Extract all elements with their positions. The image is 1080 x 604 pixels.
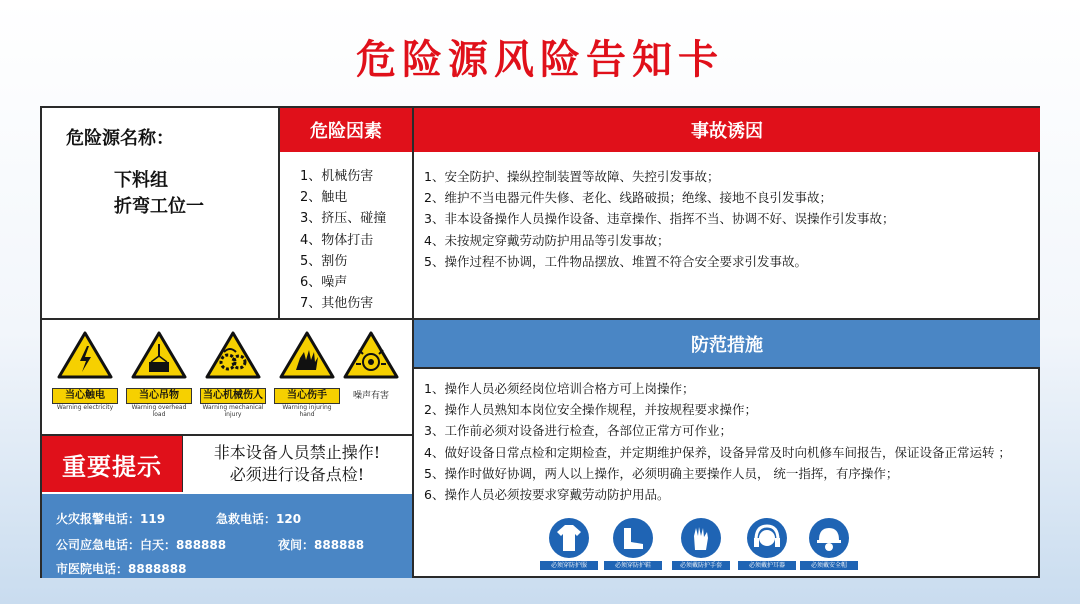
list-item: 4、做好设备日常点检和定期检查，并定期维护保养，设备异常及时向机修车间报告，保证设备正常运转 ； xyxy=(424,444,1011,460)
factors-header: 危险因素 xyxy=(280,108,412,152)
list-item: 3、非本设备操作人员操作设备、违章操作、指挥不当、协调不好、误操作引发事故； xyxy=(424,211,895,227)
list-item: 6、噪声 xyxy=(300,275,348,291)
warning-sign-sublabel: Warning overhead load xyxy=(131,404,187,418)
safety-helmet-icon xyxy=(809,518,849,558)
protective-clothing-icon xyxy=(549,518,589,558)
hazard-name-label: 危险源名称： xyxy=(66,128,174,149)
warning-sign-mechanical xyxy=(200,330,266,418)
ppe-sign-label: 必须戴护耳器 xyxy=(738,561,796,570)
ppe-sign-gloves xyxy=(672,518,730,570)
ppe-sign-ear xyxy=(738,518,796,570)
hazard-name-line2: 折弯工位一 xyxy=(114,196,204,217)
warning-sign-sublabel: Warning electricity xyxy=(56,404,114,411)
warning-sign-hand xyxy=(274,330,340,418)
warning-sign-label: 当心吊物 xyxy=(126,388,192,404)
notice-line1: 非本设备人员禁止操作! xyxy=(213,443,381,462)
ear-protector-icon xyxy=(747,518,787,558)
list-item: 4、物体打击 xyxy=(300,232,374,248)
contact-hospital: 市医院电话：8888888 xyxy=(56,562,187,576)
causes-list xyxy=(424,166,894,272)
list-item: 3、挤压、碰撞 xyxy=(300,211,387,227)
warning-sign-label: 噪声有害 xyxy=(352,391,389,401)
contact-company-day: 公司应急电话：白天：888888 xyxy=(56,538,227,552)
warning-sign-label: 当心触电 xyxy=(52,388,118,404)
measures-header: 防范措施 xyxy=(414,320,1040,367)
list-item: 2、操作人员熟知本岗位安全操作规程，并按规程要求操作； xyxy=(424,402,757,418)
warning-sign-label: 当心伤手 xyxy=(274,388,340,404)
ppe-sign-clothing xyxy=(540,518,598,570)
page-title: 危险源风险告知卡 xyxy=(356,37,724,83)
causes-header: 事故诱因 xyxy=(414,108,1040,152)
risk-card xyxy=(40,106,1040,578)
warning-sign-overhead-load xyxy=(126,330,192,418)
list-item: 2、触电 xyxy=(300,190,348,206)
ppe-sign-label: 必须穿防护服 xyxy=(540,561,598,570)
important-notice-badge: 重要提示 xyxy=(42,436,182,492)
notice-line2: 必须进行设备点检! xyxy=(229,465,365,484)
electric-shock-icon xyxy=(56,330,114,380)
factors-list xyxy=(300,166,386,314)
ppe-sign-label: 必须穿防护鞋 xyxy=(604,561,662,570)
ppe-sign-label: 必须戴安全帽 xyxy=(800,561,858,570)
noise-hazard-icon xyxy=(342,330,400,380)
list-item: 3、工作前必须对设备进行检查，各部位正常方可作业； xyxy=(424,423,732,439)
list-item: 1、操作人员必须经岗位培训合格方可上岗操作； xyxy=(424,381,695,396)
list-item: 6、操作人员必须按要求穿戴劳动防护用品。 xyxy=(424,487,670,503)
ppe-sign-label: 必须戴防护手套 xyxy=(672,561,730,570)
measures-list xyxy=(424,378,1032,505)
important-notice-text xyxy=(182,436,412,492)
warning-sign-electric xyxy=(52,330,118,411)
mechanical-injury-icon xyxy=(204,330,262,380)
warning-sign-sublabel: Warning mechanical injury xyxy=(202,404,264,418)
list-item: 1、安全防护、操纵控制装置等故障、失控引发事故； xyxy=(424,169,720,184)
warning-sign-sublabel: Warning injuring hand xyxy=(282,404,332,418)
list-item: 5、操作时做好协调，两人以上操作，必须明确主要操作人员， 统一指挥，有序操作； xyxy=(424,465,899,481)
hand-injury-icon xyxy=(278,330,336,380)
overhead-load-icon xyxy=(130,330,188,380)
list-item: 7、其他伤害 xyxy=(300,296,374,312)
ppe-sign-helmet xyxy=(800,518,858,570)
list-item: 2、维护不当电器元件失修、老化、线路破损；绝缘、接地不良引发事故； xyxy=(424,190,832,206)
hazard-name-value xyxy=(114,168,204,220)
divider xyxy=(414,367,1040,369)
list-item: 4、未按规定穿戴劳动防护用品等引发事故； xyxy=(424,232,670,248)
protective-gloves-icon xyxy=(681,518,721,558)
ppe-sign-shoes xyxy=(604,518,662,570)
contact-company-night: 夜间：888888 xyxy=(278,538,365,552)
warning-sign-label: 当心机械伤人 xyxy=(200,388,266,404)
protective-shoes-icon xyxy=(613,518,653,558)
list-item: 5、割伤 xyxy=(300,253,348,269)
warning-sign-noise xyxy=(338,330,404,401)
contact-emergency: 急救电话：120 xyxy=(216,512,302,526)
contact-fire: 火灾报警电话：119 xyxy=(56,512,166,526)
hazard-name-line1: 下料组 xyxy=(114,170,168,191)
emergency-contacts xyxy=(42,494,412,578)
list-item: 5、操作过程不协调，工件物品摆放、堆置不符合安全要求引发事故。 xyxy=(424,253,807,269)
list-item: 1、机械伤害 xyxy=(300,169,374,184)
